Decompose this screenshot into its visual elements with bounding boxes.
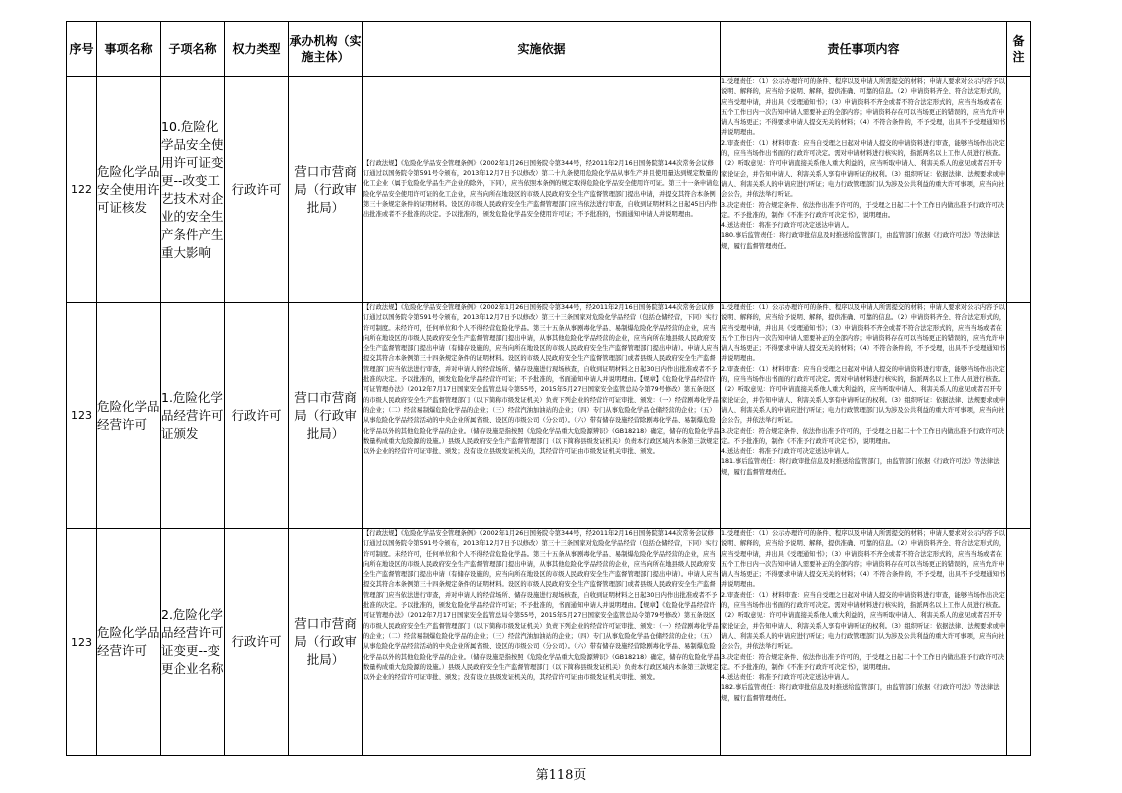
power-type: 行政许可 [225,303,289,529]
responsibility-acceptance: 1.受理责任：（1）公示办理许可的条件、程序以及申请人所需提交的材料；申请人要求对公示内容予以说明、解释的，应当给予说明、解释，提供准确、可靠的信息。（2）申请资料齐全、符合法定形式的，应当受理申请，并出具《受理通知书》；（3）申请资料不齐全或者不符合法定形式的，应当当场或者在五个工作日内一次告知申请人需要补正的全部内容；申请资料存在可以当场更正的错误的，应当允许申请人当场更正；不得要求申请人提交无关的材料；（4）不符合条件的，不予受理，出具不予受理通知书并说明理由。 [721,78,1006,137]
responsibility-acceptance: 1.受理责任：（1）公示办理许可的条件、程序以及申请人所需提交的材料；申请人要求对公示内容予以说明、解释的，应当给予说明、解释，提供准确、可靠的信息。（2）申请资料齐全、符合法定形式的，应当受理申请，并出具《受理通知书》；（3）申请资料不齐全或者不符合法定形式的，应当当场或者在五个工作日内一次告知申请人需要补正的全部内容；申请资料存在可以当场更正的错误的，应当允许申请人当场更正；不得要求申请人提交无关的材料；（4）不符合条件的，不予受理，出具不予受理通知书并说明理由。 [721,530,1006,589]
header-type: 权力类型 [225,22,289,77]
item-name: 危险化学品安全使用许可证核发 [97,77,161,303]
responsibility-review: 2.审查责任：（1）材料审查：应当自受理之日起对申请人提交的申请资料进行审查，能够当场作出决定的，应当当场作出书面的行政许可决定。需对申请材料进行核实的，指派两名以上工作人员进行核查。（2）听取意见：许可申请直接关系他人重大利益的，应当听取申请人、利害关系人的意见或者召开专家论证会，并告知申请人、利害关系人享有申请听证的权利。（3）组织听证：依据法律、法规要求或申请人、利害关系人的申请应进行听证；电力行政管理部门认为涉及公共利益的重大许可事项，应当向社会公告，并依法举行听证。 [721,365,1006,425]
subitem-name: 10.危险化学品安全使用许可证变更--改变工艺技术对企业的安全生产条件产生重大影响 [161,77,225,303]
responsibility-delivery: 4.送达责任：将准予行政许可决定送达申请人。 [721,674,853,682]
table-row [67,77,1031,303]
responsibility-content [721,77,1007,303]
subitem-name: 1.危险化学品经营许可证颁发 [161,303,225,529]
header-org: 承办机构（实施主体） [289,22,363,77]
row-number: 122 [67,77,97,303]
implementing-org: 营口市营商局（行政审批局） [289,303,363,529]
responsibility-acceptance: 1.受理责任：（1）公示办理许可的条件、程序以及申请人所需提交的材料；申请人要求对公示内容予以说明、解释的，应当给予说明、解释，提供准确、可靠的信息。（2）申请资料齐全、符合法定形式的，应当受理申请，并出具《受理通知书》；（3）申请资料不齐全或者不符合法定形式的，应当当场或者在五个工作日内一次告知申请人需要补正的全部内容；申请资料存在可以当场更正的错误的，应当允许申请人当场更正；不得要求申请人提交无关的材料；（4）不符合条件的，不予受理，出具不予受理通知书并说明理由。 [721,304,1006,363]
power-type: 行政许可 [225,77,289,303]
header-resp: 责任事项内容 [721,22,1007,77]
header-item: 事项名称 [97,22,161,77]
legal-basis-text: 【行政法规】《危险化学品安全管理条例》（2002年1月26日国务院令第344号，经2011年2月16日国务院第144次常务会议修订通过以国务院令第591号令颁布，2013年12月7日予以修改）第二十九条使用危险化学品从事生产并且使用量达到规定数量的化工企业（属于危险化学品生产企业的除外，下同），应当依照本条例的规定取得危险化学品安全使用许可证。第三十一条申请危险化学品安全使用许可证的化工企业，应当向所在地设区的市级人民政府安全生产监督管理部门提出申请，并提交其符合本条例第三十条规定条件的证明材料。设区的市级人民政府安全生产监督管理部门应当依法进行审查，自收到证明材料之日起45日内作出批准或者不予批准的决定。予以批准的，颁发危险化学品安全使用许可证；不予批准的，书面通知申请人并说明理由。 [363,159,719,219]
note-cell [1007,529,1031,756]
legal-basis [363,77,721,303]
header-row [67,22,1031,77]
note-cell [1007,303,1031,529]
item-name: 危险化学品经营许可 [97,303,161,529]
responsibility-review: 2.审查责任：（1）材料审查：应当自受理之日起对申请人提交的申请资料进行审查，能够当场作出决定的，应当当场作出书面的行政许可决定。需对申请材料进行核实的，指派两名以上工作人员进行核查。（2）听取意见：许可申请直接关系他人重大利益的，应当听取申请人、利害关系人的意见或者召开专家论证会，并告知申请人、利害关系人享有申请听证的权利。（3）组织听证：依据法律、法规要求或申请人、利害关系人的申请应进行听证；电力行政管理部门认为涉及公共利益的重大许可事项，应当向社会公告，并依法举行听证。 [721,139,1006,199]
row-number: 123 [67,529,97,756]
header-subitem: 子项名称 [161,22,225,77]
power-type: 行政许可 [225,529,289,756]
responsibility-content [721,529,1007,756]
responsibility-decision: 3.决定责任：符合规定条件、依法作出准予许可的，于受理之日起二十个工作日内做出准予行政许可决定。不予批准的，制作《不准予行政许可决定书》，说明理由。 [721,201,1005,219]
legal-basis-text: 【行政法规】《危险化学品安全管理条例》（2002年1月26日国务院令第344号，经2011年2月16日国务院第144次常务会议修订通过以国务院令第591号令颁布，2013年12月7日予以修改）第三十三条国家对危险化学品经营（包括仓储经营，下同）实行许可制度。未经许可，任何单位和个人不得经营危险化学品。第三十五条从事剧毒化学品、易制爆危险化学品经营的企业，应当向所在地设区的市级人民政府安全生产监督管理部门提出申请，从事其他危险化学品经营的企业，应当向所在地县级人民政府安全生产监督管理部门提出申请（有储存设施的，应当向所在地设区的市级人民政府安全生产监督管理部门提出申请）。申请人应当提交其符合本条例第三十四条规定条件的证明材料。设区的市级人民政府安全生产监督管理部门或者县级人民政府安全生产监督管理部门应当依法进行审查，并对申请人的经营场所、储存设施进行现场核查，自收到证明材料之日起30日内作出批准或者不予批准的决定。予以批准的，颁发危险化学品经营许可证；不予批准的，书面通知申请人并说明理由。【规章】《危险化学品经营许可证管理办法》（2012年7月17日国家安全监管总局令第55号，2015年5月27日国家安全监管总局令第79号修改）第五条设区的市级人民政府安全生产监督管理部门（以下简称市级发证机关）负责下列企业的经营许可证审批、颁发：（一）经营剧毒化学品的企业；（二）经营易制爆危险化学品的企业；（三）经营汽油加油站的企业；（四）专门从事危险化学品仓储经营的企业；（五）从事危险化学品经营活动的中央企业所属省级、设区的市级公司（分公司）。（六）带有储存设施经营除剧毒化学品、易制爆危险化学品以外的其他危险化学品的企业。（储存设施是指按照《危险化学品重大危险源辨识》（GB18218）确定，储存的危险化学品数量构成重大危险源的设施。）县级人民政府安全生产监督管理部门（以下简称县级发证机关）负责本行政区域内本条第三款规定以外企业的经营许可证审批、颁发；没有设立县级发证机关的，其经营许可证由市级发证机关审批、颁发。 [363,530,720,682]
subitem-name: 2.危险化学品经营许可证变更--变更企业名称 [161,529,225,756]
legal-basis [363,529,721,756]
legal-basis [363,303,721,529]
implementing-org: 营口市营商局（行政审批局） [289,77,363,303]
table-row [67,303,1031,529]
header-no: 序号 [67,22,97,77]
responsibility-review: 2.审查责任：（1）材料审查：应当自受理之日起对申请人提交的申请资料进行审查，能够当场作出决定的，应当当场作出书面的行政许可决定。需对申请材料进行核实的，指派两名以上工作人员进行核查。（2）听取意见：许可申请直接关系他人重大利益的，应当听取申请人、利害关系人的意见或者召开专家论证会，并告知申请人、利害关系人享有申请听证的权利。（3）组织听证：依据法律、法规要求或申请人、利害关系人的申请应进行听证；电力行政管理部门认为涉及公共利益的重大许可事项，应当向社会公告，并依法举行听证。 [721,591,1006,651]
row-number: 123 [67,303,97,529]
responsibility-content [721,303,1007,529]
legal-basis-text: 【行政法规】《危险化学品安全管理条例》（2002年1月26日国务院令第344号，经2011年2月16日国务院第144次常务会议修订通过以国务院令第591号令颁布，2013年12月7日予以修改）第三十三条国家对危险化学品经营（包括仓储经营，下同）实行许可制度。未经许可，任何单位和个人不得经营危险化学品。第三十五条从事剧毒化学品、易制爆危险化学品经营的企业，应当向所在地设区的市级人民政府安全生产监督管理部门提出申请，从事其他危险化学品经营的企业，应当向所在地县级人民政府安全生产监督管理部门提出申请（有储存设施的，应当向所在地设区的市级人民政府安全生产监督管理部门提出申请）。申请人应当提交其符合本条例第三十四条规定条件的证明材料。设区的市级人民政府安全生产监督管理部门或者县级人民政府安全生产监督管理部门应当依法进行审查，并对申请人的经营场所、储存设施进行现场核查，自收到证明材料之日起30日内作出批准或者不予批准的决定。予以批准的，颁发危险化学品经营许可证；不予批准的，书面通知申请人并说明理由。【规章】《危险化学品经营许可证管理办法》（2012年7月17日国家安全监管总局令第55号，2015年5月27日国家安全监管总局令第79号修改）第五条设区的市级人民政府安全生产监督管理部门（以下简称市级发证机关）负责下列企业的经营许可证审批、颁发：（一）经营剧毒化学品的企业；（二）经营易制爆危险化学品的企业；（三）经营汽油加油站的企业；（四）专门从事危险化学品仓储经营的企业；（五）从事危险化学品经营活动的中央企业所属省级、设区的市级公司（分公司）。（六）带有储存设施经营除剧毒化学品、易制爆危险化学品以外的其他危险化学品的企业。（储存设施是指按照《危险化学品重大危险源辨识》（GB18218）确定，储存的危险化学品数量构成重大危险源的设施。）县级人民政府安全生产监督管理部门（以下简称县级发证机关）负责本行政区域内本条第三款规定以外企业的经营许可证审批、颁发；没有设立县级发证机关的，其经营许可证由市级发证机关审批、颁发。 [363,304,720,456]
header-note: 备注 [1007,22,1031,77]
responsibility-supervision: 182.事后监管责任：将行政审批信息及时推送给监管部门，由监管部门依据《行政许可法》等法律法规，履行监督管理责任。 [721,684,1000,702]
responsibility-delivery: 4.送达责任：将准予行政许可决定送达申请人。 [721,222,853,230]
note-cell [1007,77,1031,303]
responsibility-decision: 3.决定责任：符合规定条件、依法作出准予许可的，于受理之日起二十个工作日内做出准予行政许可决定。不予批准的，制作《不准予行政许可决定书》，说明理由。 [721,427,1005,445]
responsibility-decision: 3.决定责任：符合规定条件、依法作出准予许可的，于受理之日起二十个工作日内做出准予行政许可决定。不予批准的，制作《不准予行政许可决定书》，说明理由。 [721,653,1005,671]
implementing-org: 营口市营商局（行政审批局） [289,529,363,756]
power-list-table [66,21,1031,756]
responsibility-supervision: 181.事后监管责任：将行政审批信息及时推送给监管部门，由监管部门依据《行政许可法》等法律法规，履行监督管理责任。 [721,458,1000,476]
item-name: 危险化学品经营许可 [97,529,161,756]
table-row [67,529,1031,756]
page-number: 第118页 [535,768,587,783]
responsibility-delivery: 4.送达责任：将准予行政许可决定送达申请人。 [721,448,853,456]
header-basis: 实施依据 [363,22,721,77]
responsibility-supervision: 180.事后监管责任：将行政审批信息及时推送给监管部门，由监管部门依据《行政许可法》等法律法规，履行监督管理责任。 [721,232,1000,250]
